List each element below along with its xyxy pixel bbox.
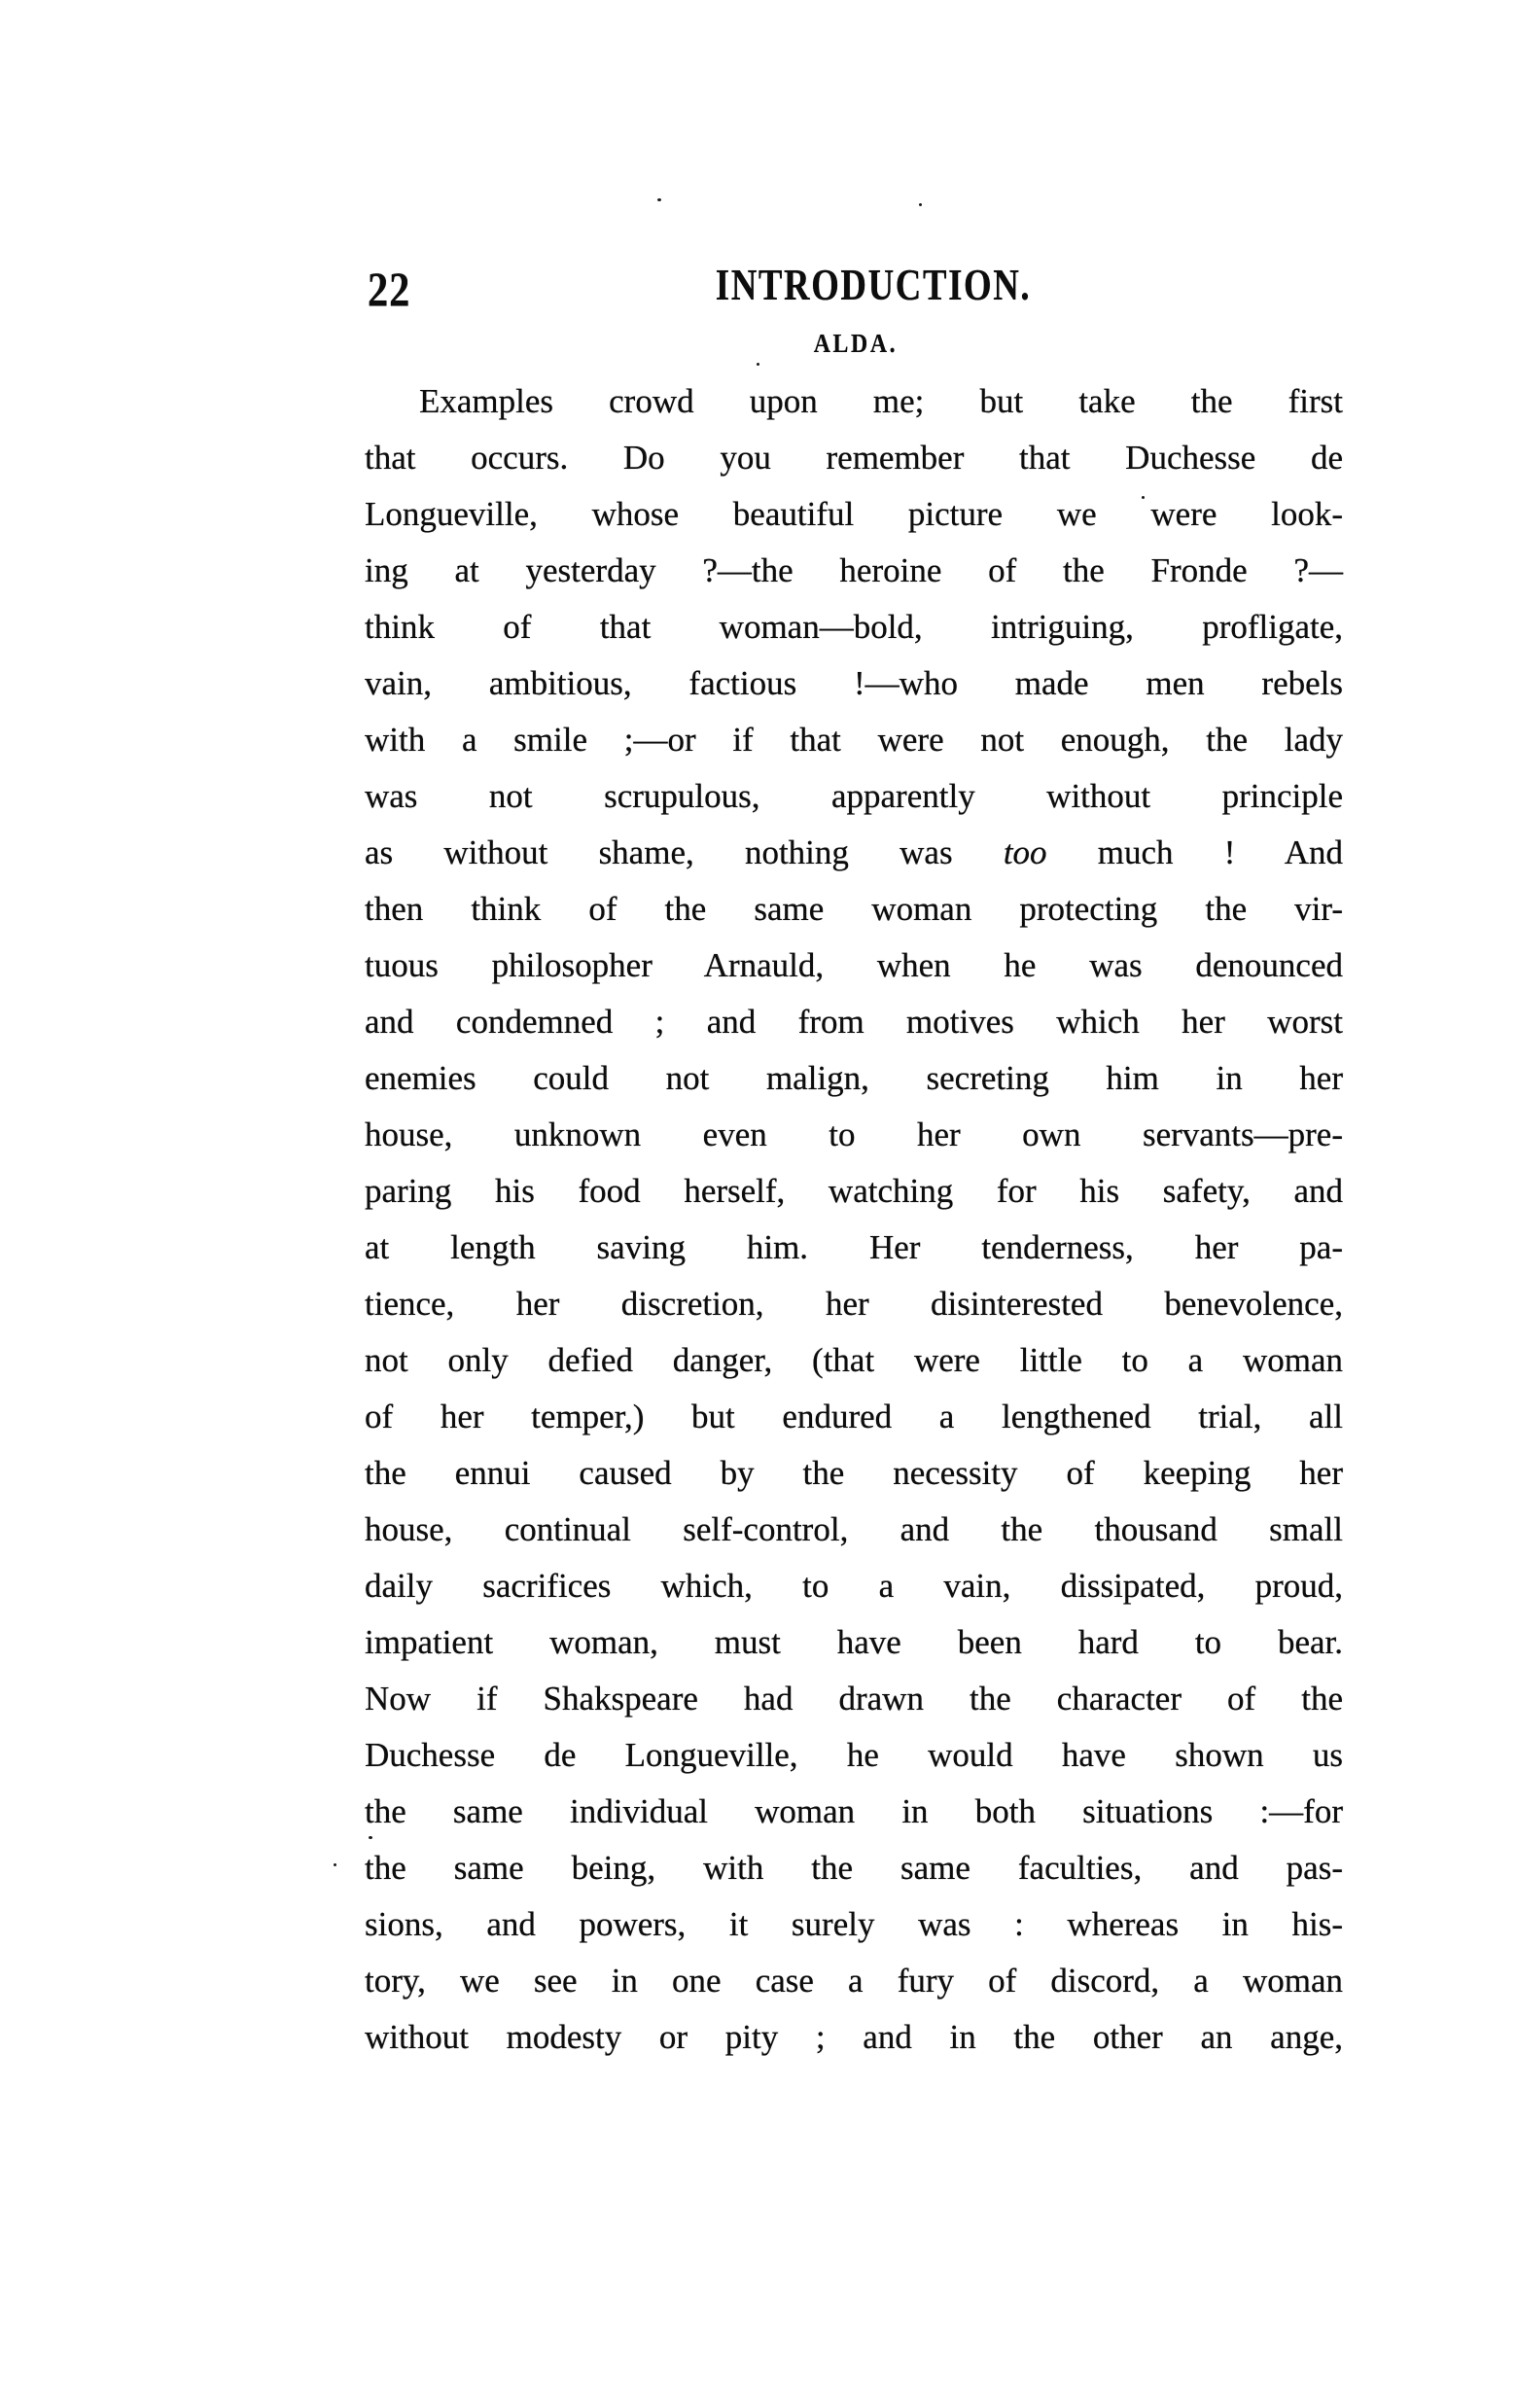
body-line: the ennui caused by the necessity of keeping her: [365, 1454, 1343, 1492]
body-line: vain, ambitious, factious !—who made men rebels: [365, 664, 1343, 702]
scan-speck: [919, 203, 922, 206]
body-line: as without shame, nothing was too much ! And: [365, 833, 1343, 871]
body-line: with a smile ;—or if that were not enough, the lady: [365, 721, 1343, 759]
body-line: not only defied danger, (that were little to a woman: [365, 1341, 1343, 1379]
body-line: Now if Shakspeare had drawn the character of the: [365, 1680, 1343, 1717]
body-line: of her temper,) but endured a lengthened trial, all: [365, 1398, 1343, 1435]
body-line: house, unknown even to her own servants—pre-: [365, 1115, 1343, 1153]
running-header: INTRODUCTION.: [715, 260, 1032, 309]
body-line: then think of the same woman protecting the vir-: [365, 890, 1343, 928]
body-line: tuous philosopher Arnauld, when he was denounced: [365, 946, 1343, 984]
body-line: Duchesse de Longueville, he would have shown us: [365, 1736, 1343, 1774]
body-line: house, continual self-control, and the thousand small: [365, 1510, 1343, 1548]
body-line: ing at yesterday ?—the heroine of the Fronde ?—: [365, 551, 1343, 589]
body-line: tory, we see in one case a fury of discord, a woman: [365, 1962, 1343, 2000]
body-line: enemies could not malign, secreting him in her: [365, 1059, 1343, 1097]
scan-speck: [657, 198, 661, 201]
body-line: think of that woman—bold, intriguing, profligate,: [365, 608, 1343, 646]
body-line: paring his food herself, watching for his safety, and: [365, 1172, 1343, 1210]
scan-speck: [757, 363, 759, 366]
body-line: at length saving him. Her tenderness, her pa-: [365, 1228, 1343, 1266]
body-line: and condemned ; and from motives which her worst: [365, 1003, 1343, 1041]
body-line: Longueville, whose beautiful picture we were look-: [365, 495, 1343, 533]
body-line: daily sacrifices which, to a vain, dissipated, proud,: [365, 1567, 1343, 1605]
body-line: the same being, with the same faculties, and pas-: [365, 1849, 1343, 1887]
body-line: without modesty or pity ; and in the other an ange,: [365, 2018, 1343, 2056]
page-number: 22: [368, 262, 411, 316]
body-line: that occurs. Do you remember that Duchesse de: [365, 439, 1343, 477]
body-line: sions, and powers, it surely was : whereas in his-: [365, 1905, 1343, 1943]
body-line: Examples crowd upon me; but take the first: [419, 382, 1343, 420]
scan-speck: [334, 1863, 336, 1866]
body-line: the same individual woman in both situations :—for: [365, 1792, 1343, 1830]
body-line: was not scrupulous, apparently without principle: [365, 777, 1343, 815]
body-text: [365, 373, 1343, 2066]
body-line: tience, her discretion, her disinterested benevolence,: [365, 1285, 1343, 1323]
body-line: impatient woman, must have been hard to bear.: [365, 1623, 1343, 1661]
section-heading: ALDA.: [813, 329, 899, 358]
